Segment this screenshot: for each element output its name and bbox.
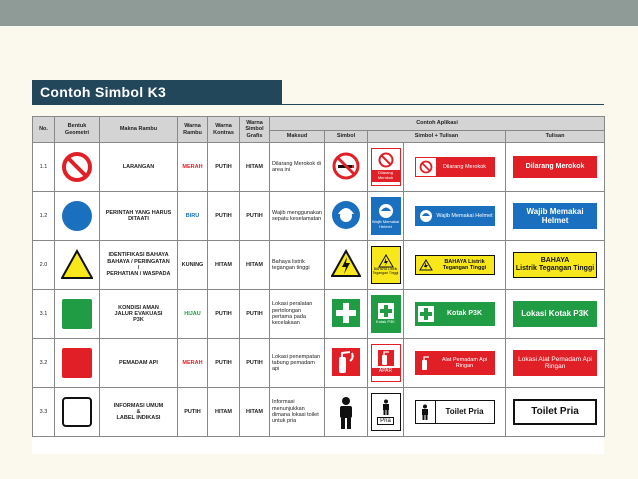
no-smoking-small-icon (378, 152, 394, 168)
symbol-text-sign: Kotak P3K (415, 302, 495, 326)
symbol-label-sign: Pria (371, 393, 401, 431)
green-square-icon (61, 298, 93, 330)
row-warna-rambu: BIRU (178, 192, 208, 241)
symbol-text-sign: Dilarang Merokok (415, 157, 495, 177)
row-no: 2.0 (33, 241, 55, 290)
high-voltage-small-icon (416, 256, 436, 274)
symbol-text-sign: Alat Pemadam Api Ringan (415, 351, 495, 375)
row-warna-rambu: PUTIH (178, 388, 208, 437)
row-warna-kontras: PUTIH (208, 290, 240, 339)
helmet-small-icon (416, 207, 436, 225)
row-warna-rambu: KUNING (178, 241, 208, 290)
header-bentuk-geometri: Bentuk Geometri (55, 117, 100, 143)
fire-extinguisher-small-icon (378, 350, 394, 366)
no-smoking-icon (330, 151, 362, 183)
slide-top-bar (0, 0, 638, 26)
row-warna-rambu: HIJAU (178, 290, 208, 339)
header-simbol: Simbol (325, 131, 368, 143)
row-warna-kontras: HITAM (208, 241, 240, 290)
header-contoh-aplikasi: Contoh Aplikasi (270, 117, 605, 131)
fire-extinguisher-icon (330, 347, 362, 379)
row-warna-kontras: HITAM (208, 388, 240, 437)
toilet-man-icon (330, 396, 362, 428)
symbol-label-sign: Wajib Memakai Helmet (371, 197, 401, 235)
k3-symbol-table (32, 116, 605, 437)
header-tulisan: Tulisan (506, 131, 605, 143)
text-sign: Dilarang Merokok (513, 156, 597, 178)
row-warna-simbol: PUTIH (240, 290, 270, 339)
symbol-label-sign: BAHAYA Listrik Tegangan Tinggi (371, 246, 401, 284)
first-aid-small-icon (378, 303, 394, 319)
red-square-icon (61, 347, 93, 379)
first-aid-small-icon (416, 303, 436, 325)
row-maksud: Lokasi penempatan tabung pemadam api (270, 339, 325, 388)
row-maksud: Informasi menunjukkan dimana lokasi toilet untuk pria (270, 388, 325, 437)
row-warna-simbol: HITAM (240, 143, 270, 192)
header-simbol-tulisan: Simbol + Tulisan (368, 131, 506, 143)
table-row (33, 290, 605, 339)
row-makna: KONDISI AMAN JALUR EVAKUASI P3K (100, 290, 178, 339)
row-makna: PEMADAM API (100, 339, 178, 388)
high-voltage-small-icon (378, 254, 394, 268)
slide-title: Contoh Simbol K3 (32, 80, 282, 104)
symbol-text-sign: Toilet Pria (415, 400, 495, 424)
toilet-man-small-icon (416, 401, 436, 423)
row-maksud: Bahaya listrik tegangan tinggi (270, 241, 325, 290)
row-maksud: Dilarang Merokok di area ini (270, 143, 325, 192)
table-row (33, 143, 605, 192)
row-no: 1.1 (33, 143, 55, 192)
symbol-label-sign: Kotak P3K (371, 295, 401, 333)
text-sign: BAHAYA Listrik Tegangan Tinggi (513, 252, 597, 278)
row-no: 3.1 (33, 290, 55, 339)
first-aid-icon (330, 298, 362, 330)
table-row (33, 388, 605, 437)
row-warna-simbol: HITAM (240, 241, 270, 290)
row-warna-kontras: PUTIH (208, 143, 240, 192)
helmet-icon (330, 200, 362, 232)
white-square-icon (61, 396, 93, 428)
prohibition-circle-icon (61, 151, 93, 183)
k3-symbol-table-sheet (32, 116, 604, 454)
symbol-label-sign: Dilarang Merokok (371, 148, 401, 186)
row-warna-rambu: MERAH (178, 143, 208, 192)
header-no: No. (33, 117, 55, 143)
row-makna: IDENTIFIKASI BAHAYA BAHAYA / PERINGATAN / PERHATIAN / WASPADA (100, 241, 178, 290)
table-row (33, 192, 605, 241)
fire-extinguisher-small-icon (416, 352, 436, 374)
row-maksud: Lokasi peralatan pertolongan pertama pada kecelakaan (270, 290, 325, 339)
text-sign: Lokasi Alat Pemadam Api Ringan (513, 350, 597, 376)
row-warna-simbol: HITAM (240, 388, 270, 437)
symbol-label-sign: APAR (371, 344, 401, 382)
row-warna-kontras: PUTIH (208, 339, 240, 388)
row-warna-kontras: PUTIH (208, 192, 240, 241)
blue-circle-icon (61, 200, 93, 232)
symbol-text-sign: Wajib Memakai Helmet (415, 206, 495, 226)
table-row (33, 241, 605, 290)
row-maksud: Wajib menggunakan sepatu keselamatan (270, 192, 325, 241)
row-warna-rambu: MERAH (178, 339, 208, 388)
row-no: 3.3 (33, 388, 55, 437)
header-makna-rambu: Makna Rambu (100, 117, 178, 143)
header-warna-simbol: Warna Simbol Grafis (240, 117, 270, 143)
no-smoking-small-icon (416, 158, 436, 176)
helmet-small-icon (378, 203, 394, 219)
table-row (33, 339, 605, 388)
header-warna-rambu: Warna Rambu (178, 117, 208, 143)
row-warna-simbol: PUTIH (240, 192, 270, 241)
text-sign: Wajib Memakai Helmet (513, 203, 597, 229)
row-no: 1.2 (33, 192, 55, 241)
title-underline (32, 104, 604, 105)
row-makna: LARANGAN (100, 143, 178, 192)
row-no: 3.2 (33, 339, 55, 388)
text-sign: Toilet Pria (513, 399, 597, 425)
row-makna: PERINTAH YANG HARUS DITAATI (100, 192, 178, 241)
header-warna-kontras: Warna Kontras (208, 117, 240, 143)
toilet-man-small-icon (380, 399, 392, 415)
row-warna-simbol: PUTIH (240, 339, 270, 388)
row-makna: INFORMASI UMUM & LABEL INDIKASI (100, 388, 178, 437)
high-voltage-icon (330, 249, 362, 281)
text-sign: Lokasi Kotak P3K (513, 301, 597, 327)
symbol-text-sign: BAHAYA Listrik Tegangan Tinggi (415, 255, 495, 275)
header-maksud: Maksud (270, 131, 325, 143)
yellow-triangle-icon (61, 249, 93, 281)
